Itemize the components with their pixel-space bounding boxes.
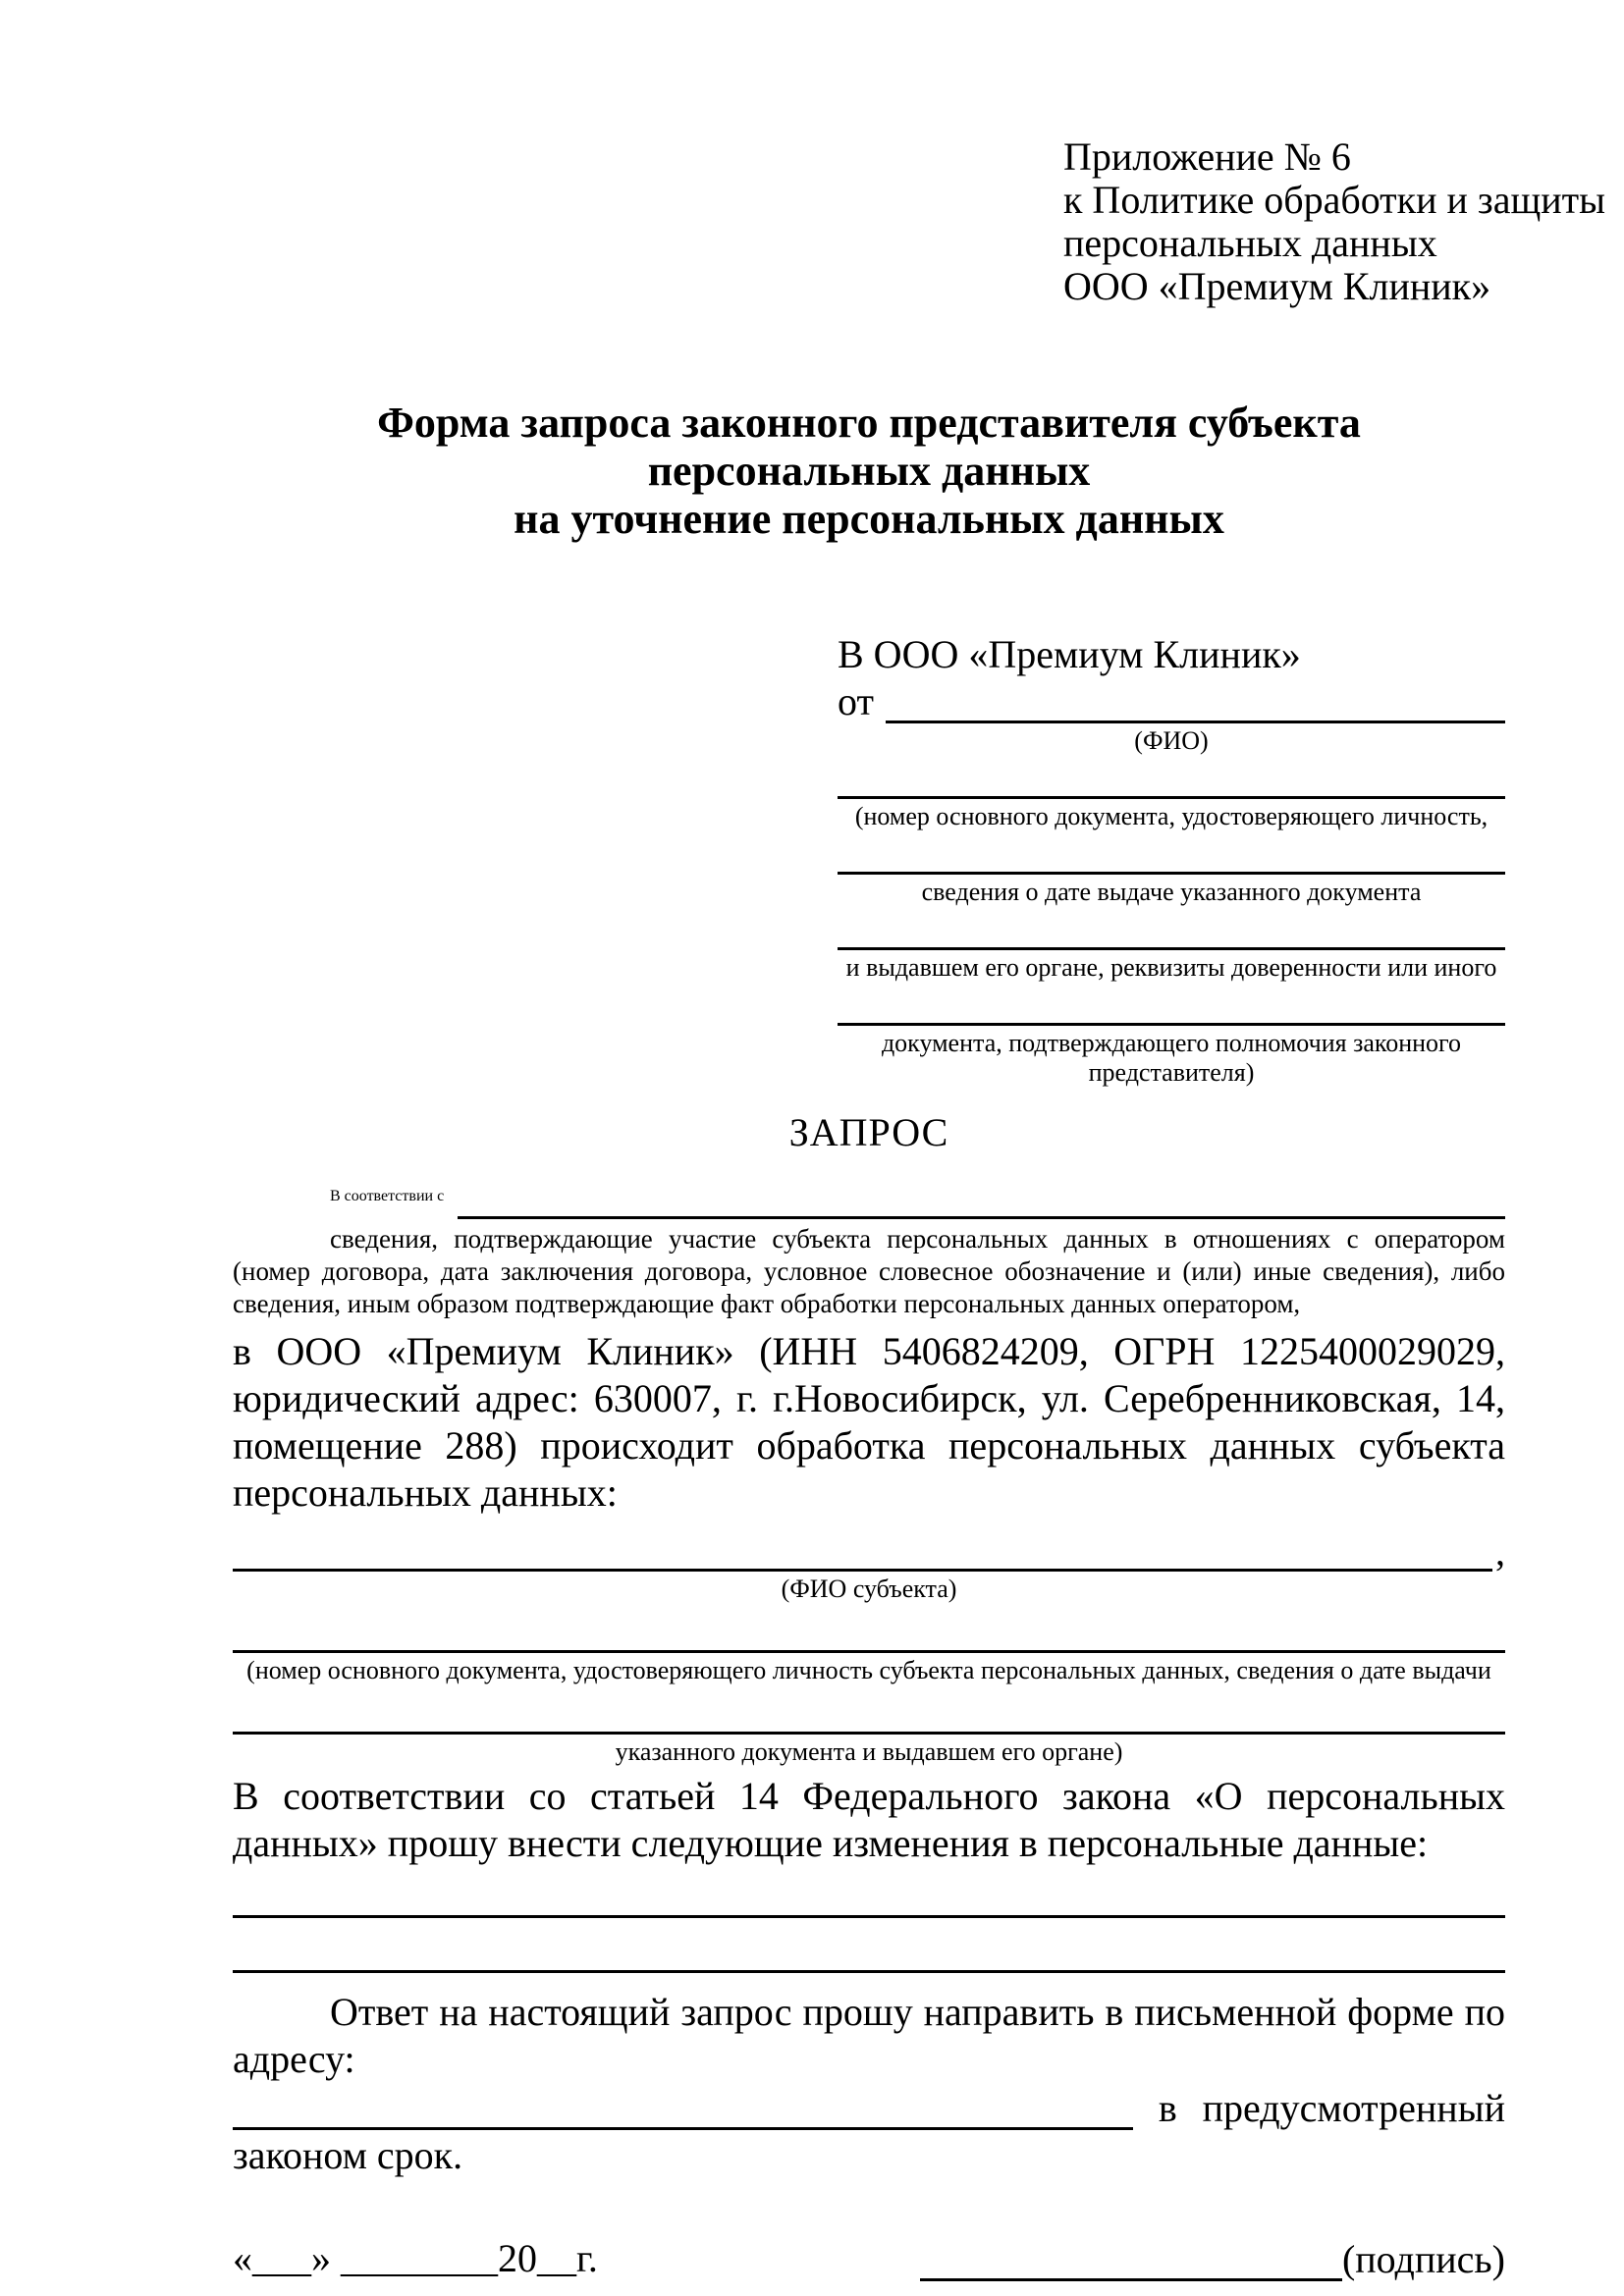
document-title [233,399,1505,543]
subject-document-caption1: (номер основного документа, удостоверяющего личность субъекта персональных данных, сведения о дате выдачи [246,1656,1491,1684]
blank-line-reply-address [233,2089,1133,2130]
annex-note-line: Приложение № 6 [1063,134,1351,179]
subject-document-caption2: указанного документа и выдавшем его органе) [615,1737,1123,1766]
issue-date-caption: сведения о дате выдаче указанного документа [921,878,1422,906]
basis-caption: сведения, подтверждающие участие субъекта персональных данных в отношениях с оператором (номер договора, дата заключения договора, условное словесное обозначение и (или) иные сведения), либо сведения, иным образом подтверждающие факт обработки персональных данных оператором, [233,1224,1505,1318]
date-field: «___» ________20__г. [233,2236,598,2280]
blank-line-authority-document [838,985,1505,1026]
request-heading: ЗАПРОС [788,1110,949,1154]
blank-line-issue-date [838,833,1505,875]
signature-field [920,2238,1505,2281]
blank-line-fio [886,721,1505,723]
from-label: от [838,679,874,723]
issuing-authority-caption: и выдавшем его органе, реквизиты доверенности или иного [845,953,1497,982]
blank-line-changes-2 [233,1918,1505,1973]
reply-word-due: предусмотренный [1202,2086,1505,2130]
annex-note-line: ООО «Премиум Клиник» [1063,264,1491,308]
addressee-block [838,631,1505,1088]
annex-note-line: к Политике обработки и защиты [1063,178,1606,222]
date-signature-row [233,2236,1505,2281]
basis-field [233,1170,1505,1219]
operator-paragraph: в ООО «Премиум Клиник» (ИНН 5406824209, ОГРН 1225400029029, юридический адрес: 630007, г. г.Новосибирск, ул. Серебренниковская, 14, помещение 288) происходит обработка персональных данных субъекта персональных данных: [233,1329,1505,1515]
blank-line-document-number [838,758,1505,799]
subject-fio-caption: (ФИО субъекта) [781,1575,957,1603]
reply-word-in: в [1158,2086,1177,2130]
subject-fio-field [233,1526,1505,1572]
blank-line-changes-1 [233,1867,1505,1918]
addressee-to: В ООО «Премиум Клиник» [838,632,1301,676]
reply-tail: законом срок. [233,2133,463,2177]
document-number-caption: (номер основного документа, удостоверяющего личность, [854,802,1489,830]
document-title-line2: на уточнение персональных данных [514,495,1224,543]
blank-line-subject-document2 [233,1693,1505,1735]
blank-line-basis [458,1216,1505,1219]
blank-line-issuing-authority [838,909,1505,950]
annex-note-line: персональных данных [1063,221,1437,265]
blank-line-signature [920,2240,1342,2281]
document-title-line1: Форма запроса законного представителя субъекта персональных данных [377,399,1361,495]
fio-caption: (ФИО) [1134,726,1209,755]
reply-paragraph: Ответ на настоящий запрос прошу направить в письменной форме по адресу: [233,1990,1505,2081]
from-field [838,678,1505,723]
blank-line-subject-fio [233,1569,1492,1572]
basis-label: В соответствии с [330,1188,445,1204]
blank-line-subject-document [233,1612,1505,1653]
trailing-comma: , [1495,1529,1505,1574]
annex-note [1063,134,1606,308]
reply-address-field [233,2083,1505,2130]
law-paragraph: В соответствии со статьей 14 Федерального закона «О персональных данных» прошу внести следующие изменения в персональные данные: [233,1774,1505,1865]
authority-document-caption: документа, подтверждающего полномочия законного представителя) [881,1029,1462,1087]
signature-caption: (подпись) [1341,2237,1505,2281]
